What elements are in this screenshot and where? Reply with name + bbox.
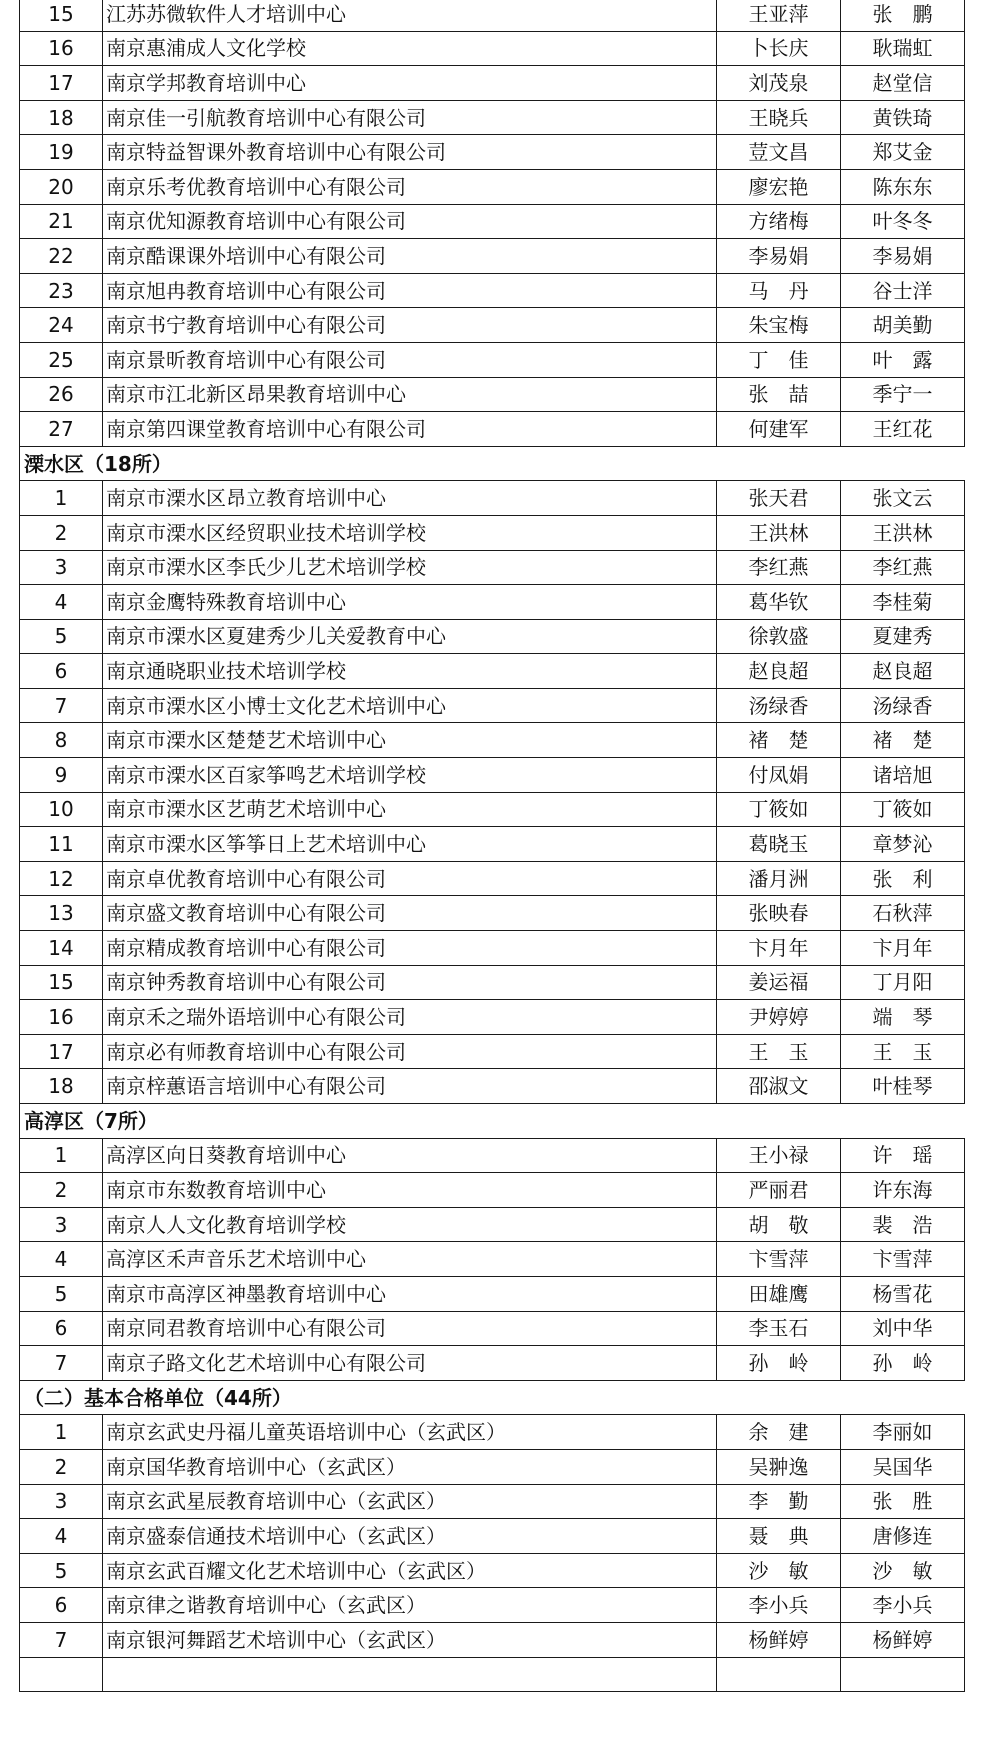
- principal-name: 李红燕: [841, 550, 965, 585]
- legal-representative: 朱宝梅: [717, 308, 841, 343]
- legal-representative: 荳文昌: [717, 135, 841, 170]
- legal-representative: 潘月洲: [717, 861, 841, 896]
- table-row: [20, 1553, 965, 1588]
- row-number: 6: [20, 654, 103, 689]
- table-row: [20, 1311, 965, 1346]
- table-row: [20, 169, 965, 204]
- table-row: [20, 1207, 965, 1242]
- institution-name: 南京市溧水区李氏少儿艺术培训学校: [103, 550, 717, 585]
- principal-name: 陈东东: [841, 169, 965, 204]
- principal-name: 吴国华: [841, 1449, 965, 1484]
- table-body: [20, 0, 965, 1692]
- row-number: 18: [20, 100, 103, 135]
- table-row: [20, 1346, 965, 1381]
- table-row: [20, 861, 965, 896]
- table-row: [20, 619, 965, 654]
- legal-representative: 姜运福: [717, 965, 841, 1000]
- legal-representative: 吴翀逸: [717, 1449, 841, 1484]
- table-row: [20, 1034, 965, 1069]
- institution-name: 南京市溧水区小博士文化艺术培训中心: [103, 688, 717, 723]
- table-row: [20, 1588, 965, 1623]
- principal-name: 季宁一: [841, 377, 965, 412]
- legal-representative: 王洪林: [717, 515, 841, 550]
- row-number: 16: [20, 1000, 103, 1035]
- legal-representative: 廖宏艳: [717, 169, 841, 204]
- principal-name: 谷士洋: [841, 273, 965, 308]
- row-number: 25: [20, 342, 103, 377]
- legal-representative: 余 建: [717, 1415, 841, 1450]
- principal-name: 丁月阳: [841, 965, 965, 1000]
- legal-representative: 李 勤: [717, 1484, 841, 1519]
- legal-representative: 张天君: [717, 481, 841, 516]
- table-row: [20, 827, 965, 862]
- institution-name: 南京盛文教育培训中心有限公司: [103, 896, 717, 931]
- institution-name: 高淳区向日葵教育培训中心: [103, 1138, 717, 1173]
- table-row: [20, 481, 965, 516]
- row-number: [20, 1657, 103, 1692]
- table-row: [20, 412, 965, 447]
- principal-name: 章梦沁: [841, 827, 965, 862]
- institution-name: 南京市溧水区百家筝鸣艺术培训学校: [103, 758, 717, 793]
- institution-name: 南京梓蕙语言培训中心有限公司: [103, 1069, 717, 1104]
- row-number: 14: [20, 931, 103, 966]
- principal-name: 王洪林: [841, 515, 965, 550]
- row-number: 3: [20, 550, 103, 585]
- institution-name: 南京优知源教育培训中心有限公司: [103, 204, 717, 239]
- row-number: 2: [20, 1449, 103, 1484]
- legal-representative: 褚 楚: [717, 723, 841, 758]
- legal-representative: 葛华钦: [717, 585, 841, 620]
- legal-representative: 丁筱如: [717, 792, 841, 827]
- row-number: 3: [20, 1484, 103, 1519]
- row-number: 6: [20, 1311, 103, 1346]
- table-row: [20, 792, 965, 827]
- institution-name: 南京市溧水区夏建秀少儿关爱教育中心: [103, 619, 717, 654]
- legal-representative: 邵淑文: [717, 1069, 841, 1104]
- institution-name: 南京特益智课外教育培训中心有限公司: [103, 135, 717, 170]
- principal-name: 叶 露: [841, 342, 965, 377]
- principal-name: 王 玉: [841, 1034, 965, 1069]
- institution-name: 南京子路文化艺术培训中心有限公司: [103, 1346, 717, 1381]
- table-row: [20, 1242, 965, 1277]
- principal-name: 孙 岭: [841, 1346, 965, 1381]
- principal-name: [841, 1657, 965, 1692]
- table-row: [20, 1484, 965, 1519]
- principal-name: 裴 浩: [841, 1207, 965, 1242]
- principal-name: 李桂菊: [841, 585, 965, 620]
- principal-name: 杨鲜婷: [841, 1622, 965, 1657]
- row-number: 20: [20, 169, 103, 204]
- legal-representative: 徐敦盛: [717, 619, 841, 654]
- principal-name: 许东海: [841, 1173, 965, 1208]
- principal-name: 赵堂信: [841, 66, 965, 101]
- legal-representative: 张映春: [717, 896, 841, 931]
- row-number: 16: [20, 31, 103, 66]
- legal-representative: 杨鲜婷: [717, 1622, 841, 1657]
- table-row: [20, 66, 965, 101]
- principal-name: 张 利: [841, 861, 965, 896]
- legal-representative: 方绪梅: [717, 204, 841, 239]
- principal-name: 李小兵: [841, 1588, 965, 1623]
- principal-name: 李易娟: [841, 239, 965, 274]
- principal-name: 沙 敏: [841, 1553, 965, 1588]
- table-row: [20, 204, 965, 239]
- row-number: 21: [20, 204, 103, 239]
- row-number: 5: [20, 619, 103, 654]
- principal-name: 张文云: [841, 481, 965, 516]
- row-number: 19: [20, 135, 103, 170]
- legal-representative: 严丽君: [717, 1173, 841, 1208]
- table-row: [20, 239, 965, 274]
- row-number: 4: [20, 585, 103, 620]
- table-row: [20, 896, 965, 931]
- principal-name: 卞雪萍: [841, 1242, 965, 1277]
- table-row: [20, 585, 965, 620]
- principal-name: 许 瑶: [841, 1138, 965, 1173]
- institution-name: 南京必有师教育培训中心有限公司: [103, 1034, 717, 1069]
- row-number: 10: [20, 792, 103, 827]
- row-number: 11: [20, 827, 103, 862]
- table-row: [20, 1000, 965, 1035]
- legal-representative: 王 玉: [717, 1034, 841, 1069]
- institution-name: 南京市溧水区筝筝日上艺术培训中心: [103, 827, 717, 862]
- institution-name: 南京旭冉教育培训中心有限公司: [103, 273, 717, 308]
- section-title: 高淳区（7所）: [20, 1104, 965, 1139]
- table-row: [20, 0, 965, 31]
- legal-representative: 付凤娟: [717, 758, 841, 793]
- section-title: （二）基本合格单位（44所）: [20, 1380, 965, 1415]
- institution-name: 南京市溧水区楚楚艺术培训中心: [103, 723, 717, 758]
- institution-name: 南京玄武星辰教育培训中心（玄武区）: [103, 1484, 717, 1519]
- institution-name: 南京第四课堂教育培训中心有限公司: [103, 412, 717, 447]
- principal-name: 石秋萍: [841, 896, 965, 931]
- institution-name: [103, 1657, 717, 1692]
- table-row: [20, 1449, 965, 1484]
- row-number: 2: [20, 515, 103, 550]
- institution-name: 南京国华教育培训中心（玄武区）: [103, 1449, 717, 1484]
- table-row: [20, 308, 965, 343]
- legal-representative: 沙 敏: [717, 1553, 841, 1588]
- table-row: [20, 1657, 965, 1692]
- institution-name: 南京同君教育培训中心有限公司: [103, 1311, 717, 1346]
- section-header-row: [20, 446, 965, 481]
- legal-representative: 张 喆: [717, 377, 841, 412]
- legal-representative: 卞月年: [717, 931, 841, 966]
- institution-name: 南京市江北新区昂果教育培训中心: [103, 377, 717, 412]
- table-row: [20, 1069, 965, 1104]
- legal-representative: 卜长庆: [717, 31, 841, 66]
- legal-representative: 李红燕: [717, 550, 841, 585]
- principal-name: 李丽如: [841, 1415, 965, 1450]
- legal-representative: 聂 典: [717, 1519, 841, 1554]
- institution-name: 南京金鹰特殊教育培训中心: [103, 585, 717, 620]
- section-header-row: [20, 1380, 965, 1415]
- principal-name: 丁筱如: [841, 792, 965, 827]
- legal-representative: 李玉石: [717, 1311, 841, 1346]
- legal-representative: 赵良超: [717, 654, 841, 689]
- institution-name: 南京禾之瑞外语培训中心有限公司: [103, 1000, 717, 1035]
- table-row: [20, 931, 965, 966]
- row-number: 4: [20, 1242, 103, 1277]
- legal-representative: 何建军: [717, 412, 841, 447]
- legal-representative: 王亚萍: [717, 0, 841, 31]
- institution-name: 南京市溧水区艺萌艺术培训中心: [103, 792, 717, 827]
- row-number: 23: [20, 273, 103, 308]
- table-row: [20, 1276, 965, 1311]
- institution-name: 南京银河舞蹈艺术培训中心（玄武区）: [103, 1622, 717, 1657]
- row-number: 7: [20, 688, 103, 723]
- row-number: 1: [20, 1415, 103, 1450]
- row-number: 22: [20, 239, 103, 274]
- principal-name: 杨雪花: [841, 1276, 965, 1311]
- legal-representative: 丁 佳: [717, 342, 841, 377]
- section-title: 溧水区（18所）: [20, 446, 965, 481]
- institution-name: 南京玄武史丹福儿童英语培训中心（玄武区）: [103, 1415, 717, 1450]
- principal-name: 卞月年: [841, 931, 965, 966]
- table-row: [20, 342, 965, 377]
- institution-name: 南京市东数教育培训中心: [103, 1173, 717, 1208]
- table-row: [20, 515, 965, 550]
- principal-name: 张 鹏: [841, 0, 965, 31]
- institution-name: 南京市溧水区昂立教育培训中心: [103, 481, 717, 516]
- legal-representative: 李小兵: [717, 1588, 841, 1623]
- institution-name: 高淳区禾声音乐艺术培训中心: [103, 1242, 717, 1277]
- principal-name: 王红花: [841, 412, 965, 447]
- legal-representative: [717, 1657, 841, 1692]
- table-row: [20, 550, 965, 585]
- table-row: [20, 100, 965, 135]
- legal-representative: 尹婷婷: [717, 1000, 841, 1035]
- institution-name: 南京钟秀教育培训中心有限公司: [103, 965, 717, 1000]
- institution-name: 南京盛泰信通技术培训中心（玄武区）: [103, 1519, 717, 1554]
- row-number: 5: [20, 1553, 103, 1588]
- institution-name: 南京乐考优教育培训中心有限公司: [103, 169, 717, 204]
- legal-representative: 葛晓玉: [717, 827, 841, 862]
- table-row: [20, 688, 965, 723]
- row-number: 4: [20, 1519, 103, 1554]
- institution-name: 南京玄武百耀文化艺术培训中心（玄武区）: [103, 1553, 717, 1588]
- principal-name: 叶桂琴: [841, 1069, 965, 1104]
- legal-representative: 孙 岭: [717, 1346, 841, 1381]
- row-number: 2: [20, 1173, 103, 1208]
- table-row: [20, 1173, 965, 1208]
- institution-name: 南京通晓职业技术培训学校: [103, 654, 717, 689]
- institution-name: 南京市高淳区神墨教育培训中心: [103, 1276, 717, 1311]
- training-institutions-table: [19, 0, 965, 1692]
- institution-name: 南京卓优教育培训中心有限公司: [103, 861, 717, 896]
- legal-representative: 胡 敬: [717, 1207, 841, 1242]
- principal-name: 耿瑞虹: [841, 31, 965, 66]
- row-number: 15: [20, 0, 103, 31]
- table-row: [20, 758, 965, 793]
- principal-name: 赵良超: [841, 654, 965, 689]
- principal-name: 唐修连: [841, 1519, 965, 1554]
- legal-representative: 王小禄: [717, 1138, 841, 1173]
- table-row: [20, 965, 965, 1000]
- legal-representative: 卞雪萍: [717, 1242, 841, 1277]
- principal-name: 张 胜: [841, 1484, 965, 1519]
- institution-name: 南京律之谐教育培训中心（玄武区）: [103, 1588, 717, 1623]
- table-row: [20, 31, 965, 66]
- row-number: 6: [20, 1588, 103, 1623]
- row-number: 8: [20, 723, 103, 758]
- institution-name: 南京精成教育培训中心有限公司: [103, 931, 717, 966]
- legal-representative: 田雄鹰: [717, 1276, 841, 1311]
- table-row: [20, 1519, 965, 1554]
- table-row: [20, 1622, 965, 1657]
- row-number: 17: [20, 1034, 103, 1069]
- legal-representative: 李易娟: [717, 239, 841, 274]
- institution-name: 南京酷课课外培训中心有限公司: [103, 239, 717, 274]
- table-row: [20, 1415, 965, 1450]
- principal-name: 夏建秀: [841, 619, 965, 654]
- row-number: 15: [20, 965, 103, 1000]
- institution-name: 江苏苏微软件人才培训中心: [103, 0, 717, 31]
- row-number: 1: [20, 481, 103, 516]
- row-number: 1: [20, 1138, 103, 1173]
- principal-name: 褚 楚: [841, 723, 965, 758]
- institution-name: 南京惠浦成人文化学校: [103, 31, 717, 66]
- row-number: 3: [20, 1207, 103, 1242]
- institution-name: 南京学邦教育培训中心: [103, 66, 717, 101]
- section-header-row: [20, 1104, 965, 1139]
- principal-name: 刘中华: [841, 1311, 965, 1346]
- legal-representative: 马 丹: [717, 273, 841, 308]
- legal-representative: 王晓兵: [717, 100, 841, 135]
- principal-name: 黄铁琦: [841, 100, 965, 135]
- institution-name: 南京人人文化教育培训学校: [103, 1207, 717, 1242]
- table-row: [20, 723, 965, 758]
- row-number: 13: [20, 896, 103, 931]
- row-number: 27: [20, 412, 103, 447]
- table-row: [20, 377, 965, 412]
- row-number: 7: [20, 1622, 103, 1657]
- row-number: 5: [20, 1276, 103, 1311]
- institution-name: 南京佳一引航教育培训中心有限公司: [103, 100, 717, 135]
- table-row: [20, 273, 965, 308]
- principal-name: 胡美勤: [841, 308, 965, 343]
- institution-name: 南京书宁教育培训中心有限公司: [103, 308, 717, 343]
- principal-name: 端 琴: [841, 1000, 965, 1035]
- principal-name: 诸培旭: [841, 758, 965, 793]
- principal-name: 汤绿香: [841, 688, 965, 723]
- row-number: 12: [20, 861, 103, 896]
- principal-name: 叶冬冬: [841, 204, 965, 239]
- row-number: 26: [20, 377, 103, 412]
- row-number: 24: [20, 308, 103, 343]
- table-row: [20, 1138, 965, 1173]
- legal-representative: 刘茂泉: [717, 66, 841, 101]
- row-number: 7: [20, 1346, 103, 1381]
- table-row: [20, 135, 965, 170]
- row-number: 18: [20, 1069, 103, 1104]
- institution-name: 南京市溧水区经贸职业技术培训学校: [103, 515, 717, 550]
- row-number: 9: [20, 758, 103, 793]
- principal-name: 郑艾金: [841, 135, 965, 170]
- row-number: 17: [20, 66, 103, 101]
- institution-name: 南京景昕教育培训中心有限公司: [103, 342, 717, 377]
- table-row: [20, 654, 965, 689]
- legal-representative: 汤绿香: [717, 688, 841, 723]
